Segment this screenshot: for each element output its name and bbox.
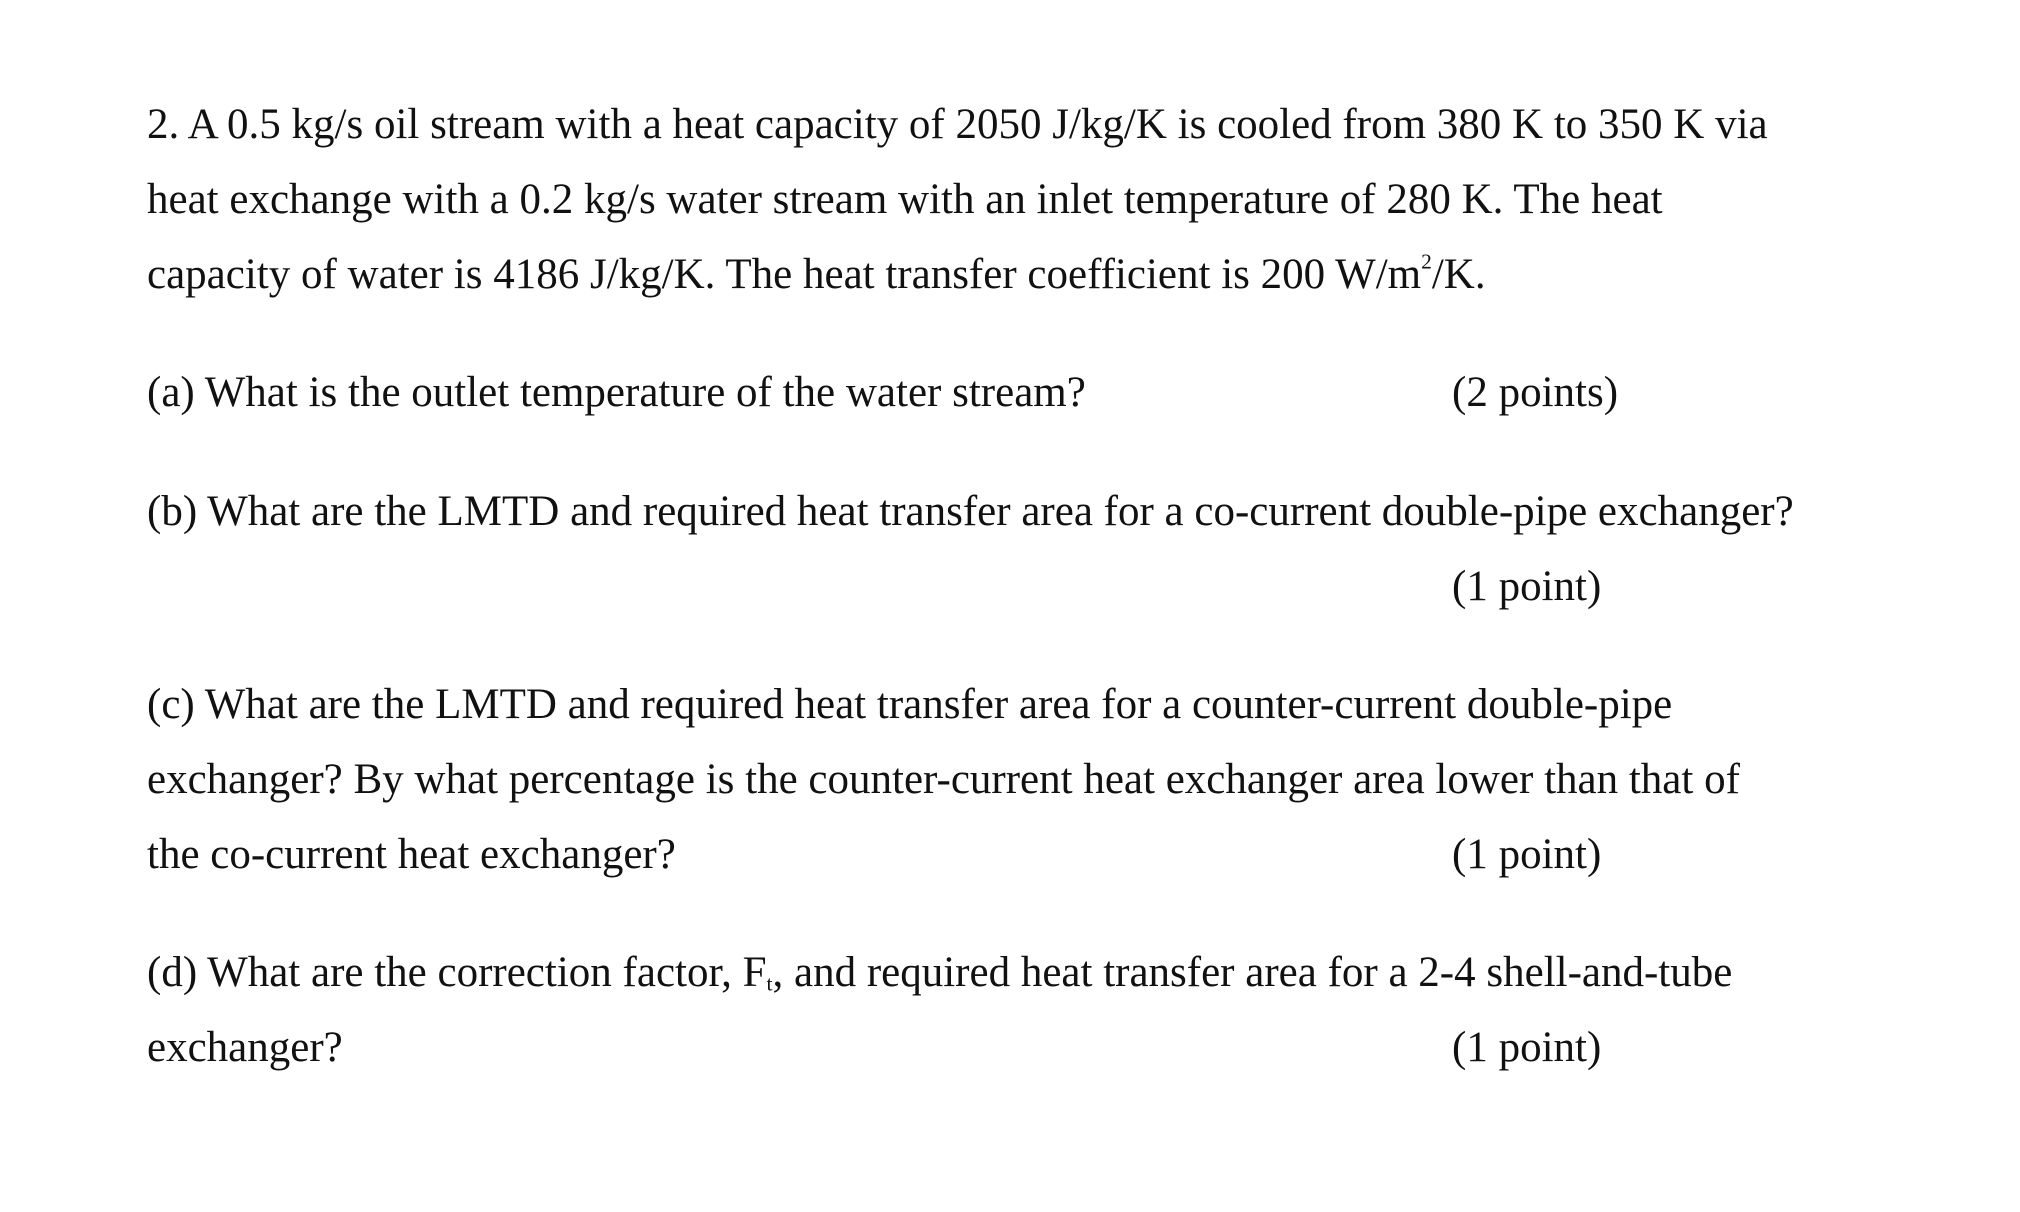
part-a-question: (a) What is the outlet temperature of the water stream?: [147, 369, 1086, 416]
part-b-question: (b) What are the LMTD and required heat transfer area for a co-current double-pipe exchanger?: [147, 488, 1794, 535]
part-d-question-line-2: exchanger?: [147, 1024, 343, 1071]
part-b-points: (1 point): [1452, 563, 1602, 610]
part-c-question-line-3: the co-current heat exchanger?: [147, 831, 676, 878]
subscript-t: t: [766, 971, 773, 996]
part-d-question-line-1: [147, 948, 1732, 998]
problem-intro-line-3: [147, 250, 1486, 300]
problem-intro-line-1: 2. A 0.5 kg/s oil stream with a heat capacity of 2050 J/kg/K is cooled from 380 K to 350 K via: [147, 101, 1768, 148]
intro-line-3-unit-end: /K.: [1431, 251, 1486, 298]
intro-line-3-text: capacity of water is 4186 J/kg/K. The heat transfer coefficient is 200 W/m: [147, 251, 1422, 298]
squared-superscript: 2: [1421, 249, 1432, 274]
problem-intro-line-2: heat exchange with a 0.2 kg/s water stream with an inlet temperature of 280 K. The heat: [147, 176, 1663, 223]
part-d-text-start: (d) What are the correction factor, F: [147, 949, 767, 996]
part-a-points: (2 points): [1452, 369, 1619, 416]
part-c-question-line-1: (c) What are the LMTD and required heat transfer area for a counter-current double-pipe: [147, 681, 1673, 728]
part-d-text-end: , and required heat transfer area for a 2-4 shell-and-tube: [772, 949, 1733, 996]
part-c-points: (1 point): [1452, 831, 1602, 878]
part-c-question-line-2: exchanger? By what percentage is the counter-current heat exchanger area lower than that of: [147, 756, 1740, 803]
part-d-points: (1 point): [1452, 1024, 1602, 1071]
